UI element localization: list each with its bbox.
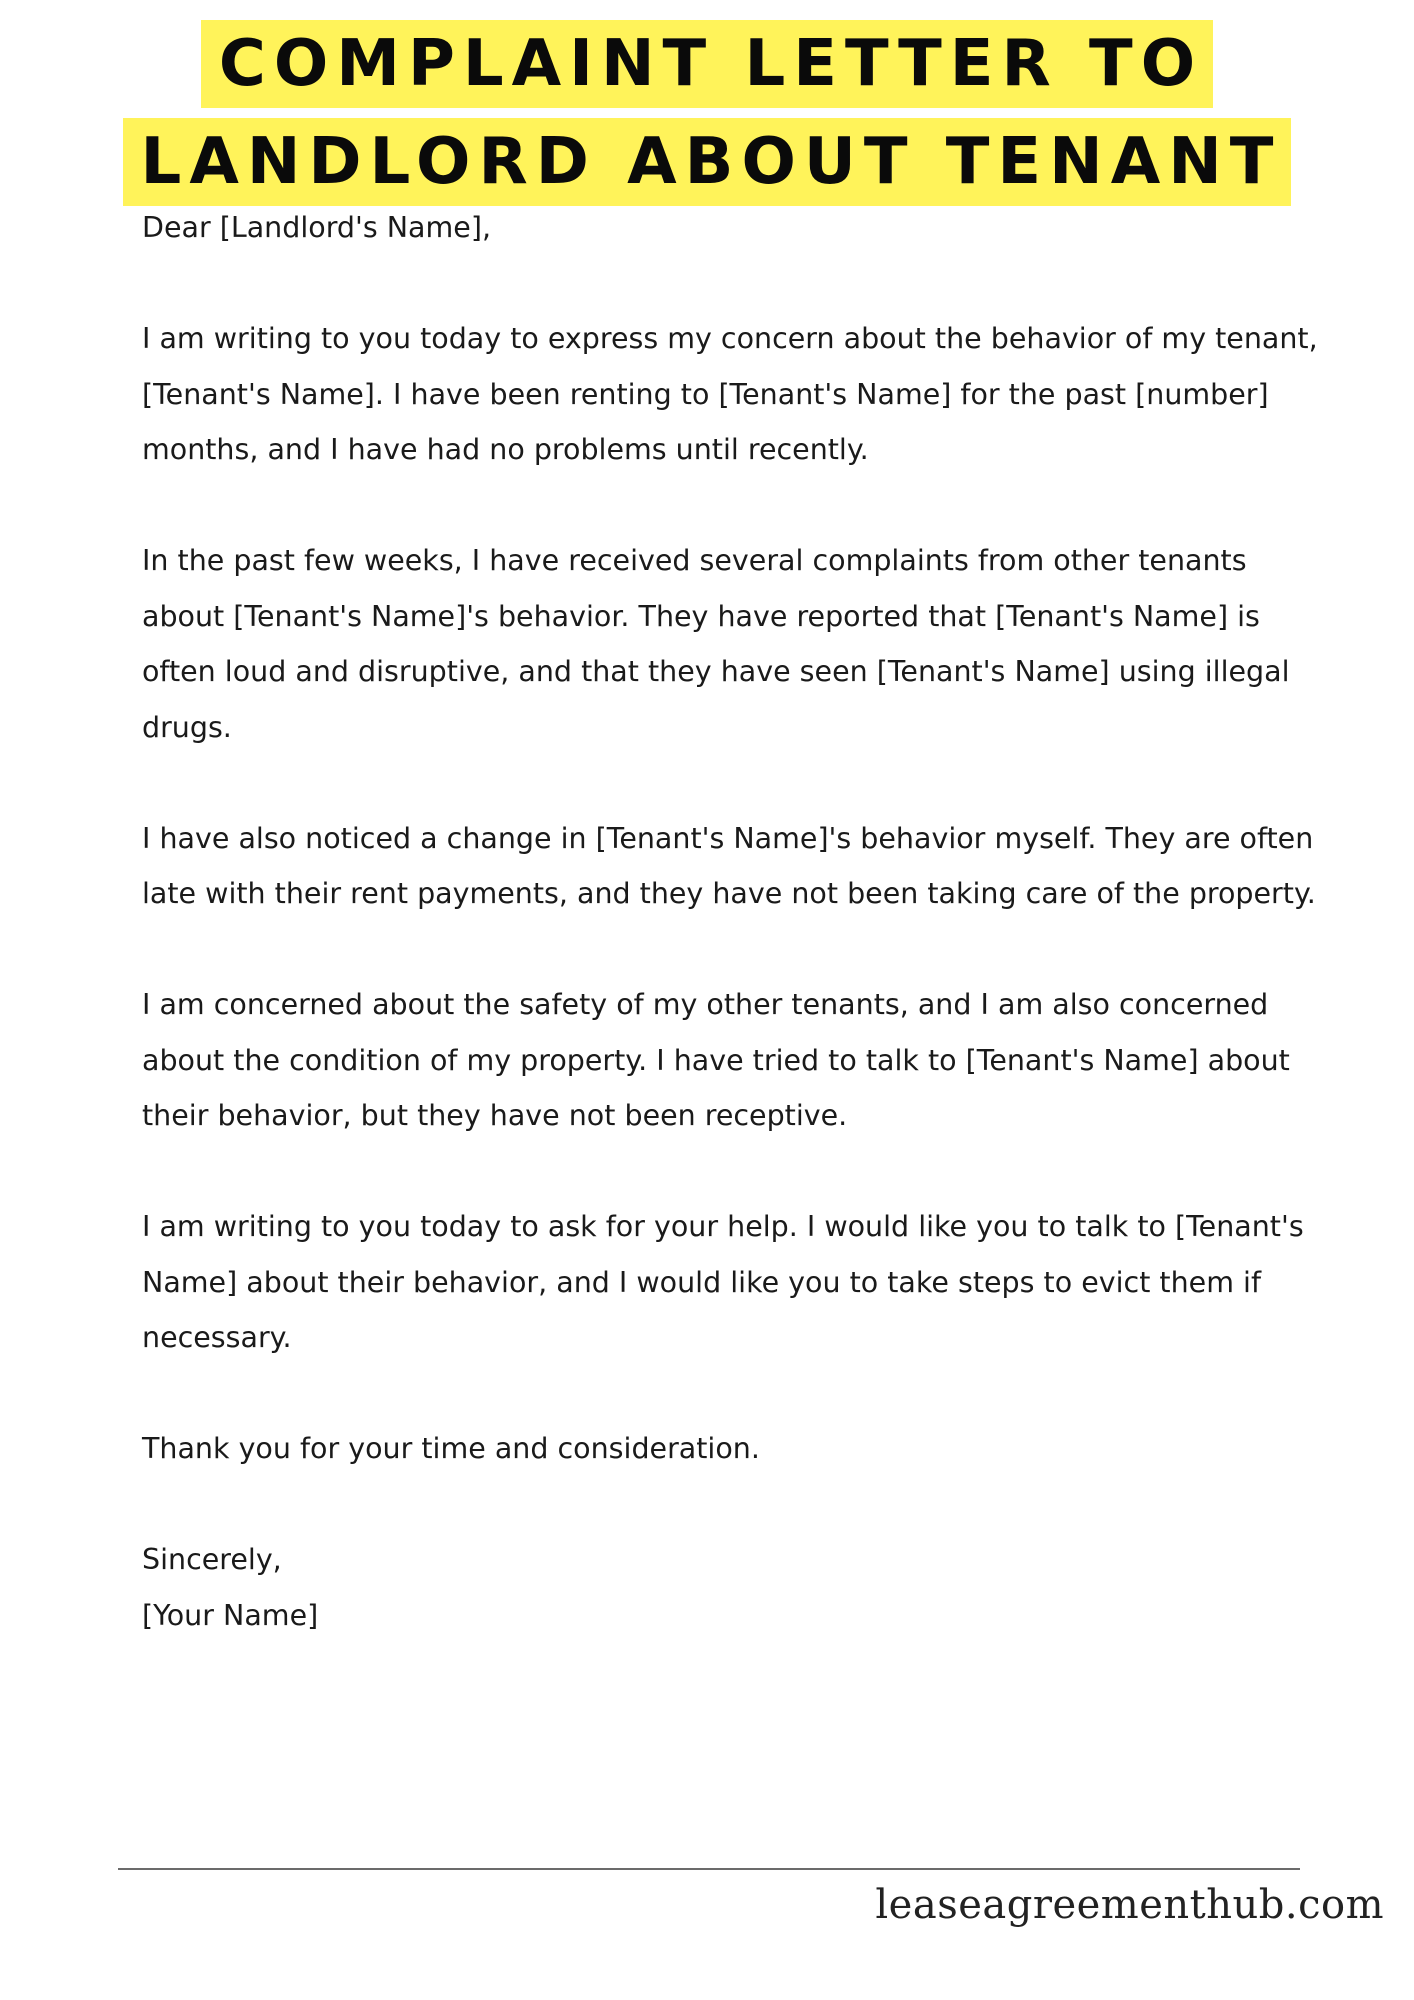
footer-divider bbox=[118, 1868, 1300, 1870]
paragraph-2: In the past few weeks, I have received several complaints from other tenants about [Tenant's Name]'s behavior. They have reported that [Tenant's Name] is often loud and disruptive, and that they have seen [Tenant's Name] using illegal drugs. bbox=[142, 544, 1290, 744]
closing: Sincerely, bbox=[142, 1543, 282, 1576]
signature: [Your Name] bbox=[142, 1598, 319, 1632]
salutation: Dear [Landlord's Name], bbox=[142, 211, 491, 244]
paragraph-1: I am writing to you today to express my concern about the behavior of my tenant, [Tenant's Name]. I have been renting to [Tenant's Name] for the past [number] months, and I have had no problems until recently. bbox=[142, 322, 1318, 466]
paragraph-6: Thank you for your time and consideration. bbox=[142, 1432, 760, 1465]
footer-brand: leaseagreementhub.com bbox=[875, 1882, 1384, 1928]
title-line-1: COMPLAINT LETTER TO bbox=[201, 20, 1213, 108]
letter-body bbox=[142, 200, 1322, 1643]
paragraph-5: I am writing to you today to ask for your help. I would like you to talk to [Tenant's Name] about their behavior, and I would like you to take steps to evict them if necessary. bbox=[142, 1210, 1304, 1354]
paragraph-4: I am concerned about the safety of my other tenants, and I am also concerned about the condition of my property. I have tried to talk to [Tenant's Name] about their behavior, but they have not been receptive. bbox=[142, 988, 1290, 1132]
title-line-2: LANDLORD ABOUT TENANT bbox=[123, 118, 1292, 206]
paragraph-3: I have also noticed a change in [Tenant's Name]'s behavior myself. They are often late with their rent payments, and they have not been taking care of the property. bbox=[142, 821, 1316, 910]
closing-block bbox=[142, 1532, 1322, 1643]
document-title bbox=[0, 20, 1414, 206]
